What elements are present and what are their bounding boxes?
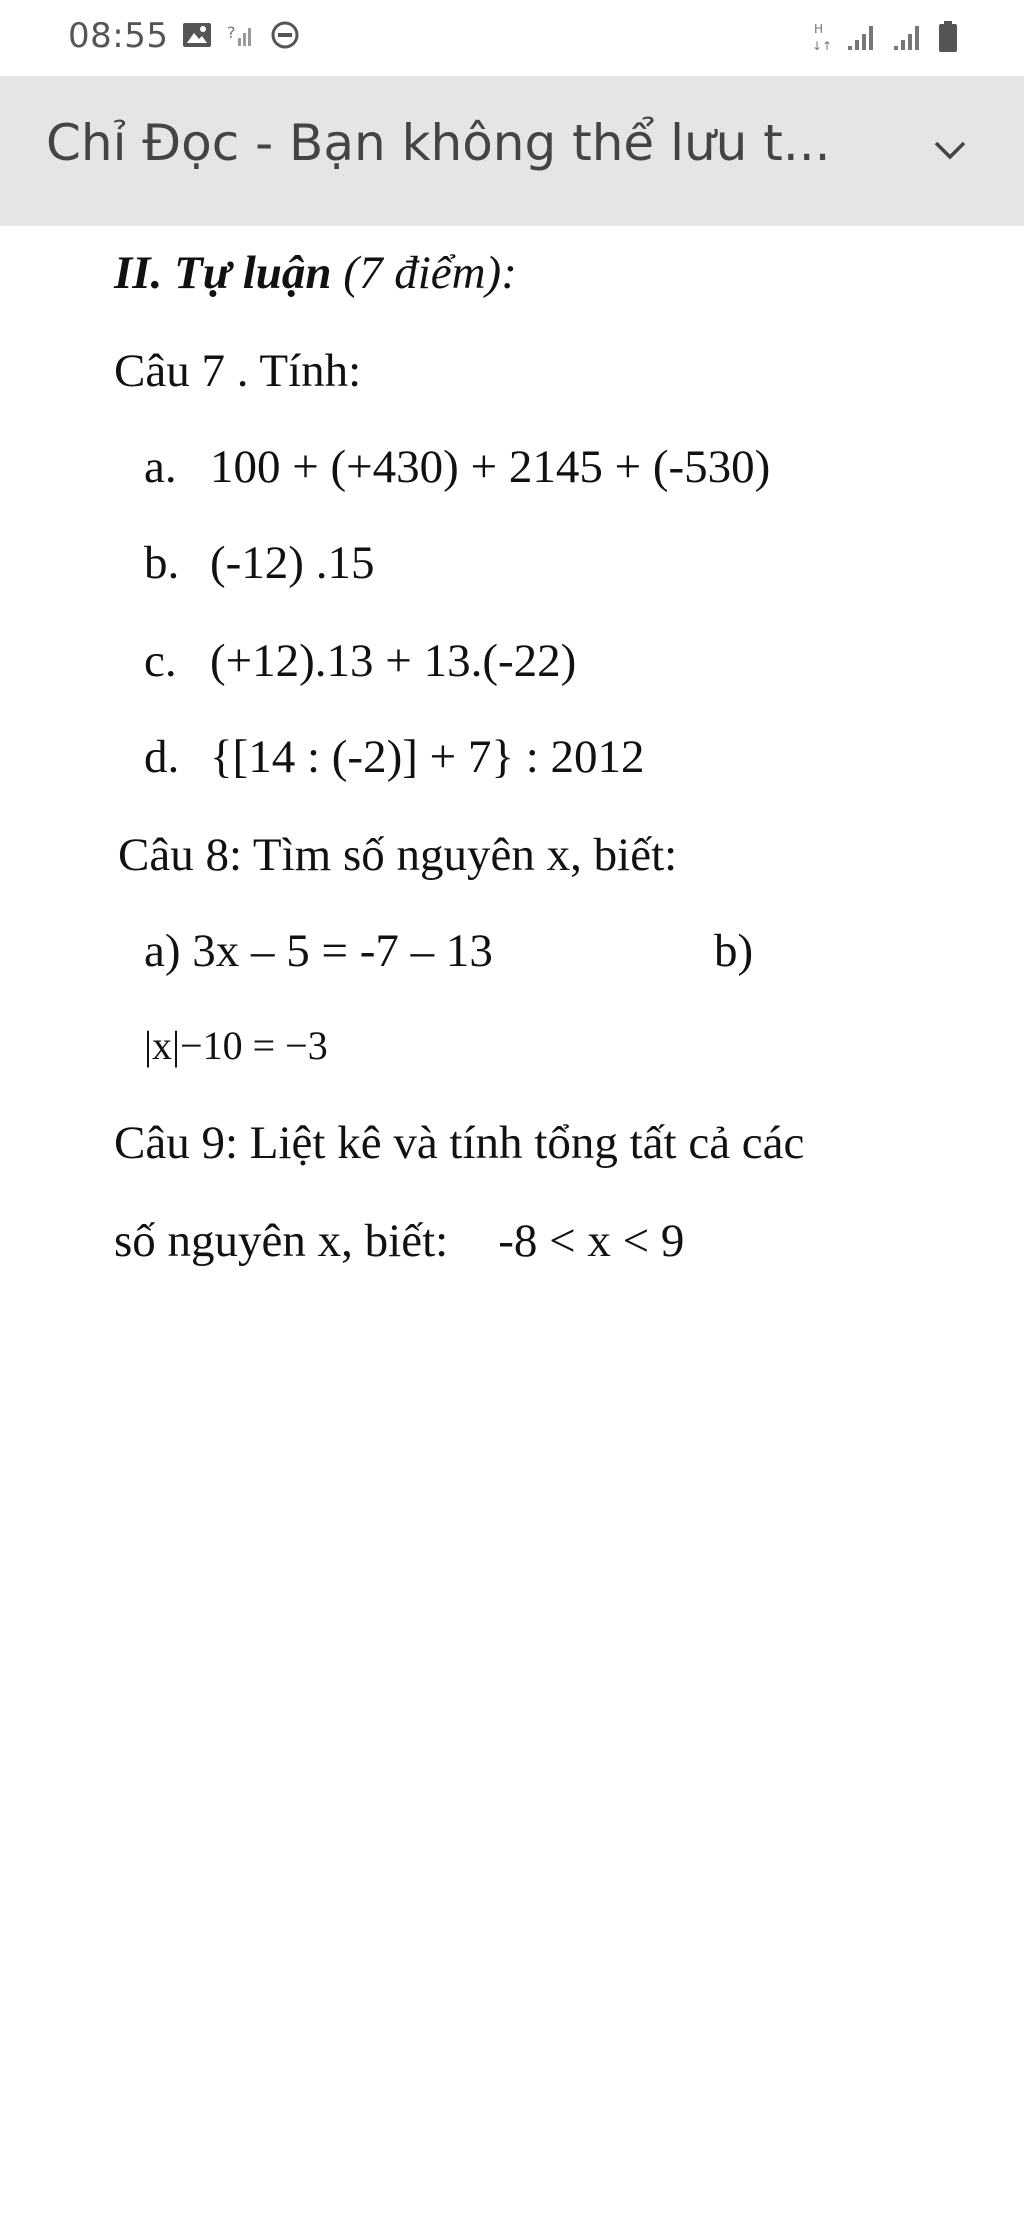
- status-bar: [0, 0, 1024, 76]
- battery-icon: [938, 21, 958, 57]
- question-7-item-c: [144, 634, 576, 688]
- svg-text:↓↑: ↓↑: [812, 39, 833, 53]
- question-8-part-b-equation: |x|−10 = −3: [144, 1023, 328, 1068]
- data-transfer-icon: [810, 20, 834, 58]
- question-9-line-1: Câu 9: Liệt kê và tính tổng tất cả các: [114, 1117, 805, 1169]
- section-title: [114, 246, 517, 300]
- question-7-item-d: [144, 730, 645, 784]
- item-text: {[14 : (-2)] + 7} : 2012: [210, 731, 645, 783]
- item-label: c.: [144, 635, 177, 687]
- signal-2-icon: [892, 22, 926, 56]
- status-icons-right: [810, 20, 958, 58]
- section-title-points: (7 điểm):: [331, 247, 517, 299]
- item-text: (+12).13 + 13.(-22): [210, 635, 577, 687]
- item-text: (-12) .15: [210, 537, 375, 589]
- section-title-bold: II. Tự luận: [114, 247, 332, 299]
- document-title: Chỉ Đọc - Bạn không thể lưu t...: [46, 114, 831, 172]
- question-7-item-b: [144, 536, 374, 590]
- item-label: a.: [144, 441, 177, 493]
- signal-1-icon: [846, 22, 880, 56]
- question-7-title: Câu 7 . Tính:: [114, 345, 362, 397]
- status-icons-left: [182, 20, 300, 54]
- question-7-item-a: [144, 440, 770, 494]
- question-8-part-a: a) 3x – 5 = -7 – 13: [144, 925, 493, 977]
- item-label: b.: [144, 537, 180, 589]
- question-9-text: số nguyên x, biết:: [114, 1215, 449, 1267]
- no-signal-icon: [226, 20, 256, 54]
- question-8-title: Câu 8: Tìm số nguyên x, biết:: [118, 829, 678, 881]
- gallery-notification-icon: [182, 21, 212, 53]
- svg-text:H: H: [814, 22, 824, 36]
- item-text: 100 + (+430) + 2145 + (-530): [210, 441, 771, 493]
- chevron-down-icon[interactable]: [932, 132, 968, 168]
- question-9-inequality: -8 < x < 9: [498, 1215, 685, 1267]
- status-time: 08:55: [68, 16, 169, 56]
- item-label: d.: [144, 731, 180, 783]
- question-8-part-b-label: b): [714, 925, 754, 977]
- svg-text:?: ?: [227, 23, 236, 42]
- question-9-line-2: [114, 1214, 684, 1268]
- do-not-disturb-icon: [270, 20, 300, 54]
- read-only-header: [0, 76, 1024, 226]
